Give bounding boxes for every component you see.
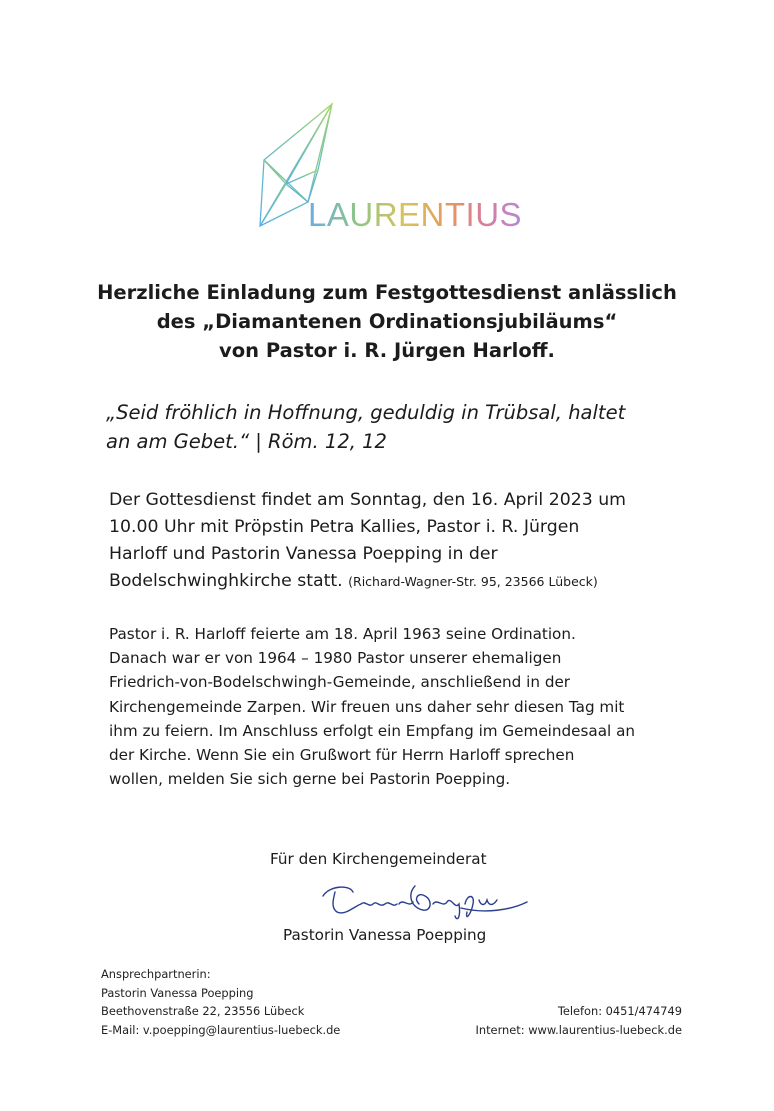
contact-block — [101, 965, 340, 1039]
paragraph-line: Kirchengemeinde Zarpen. Wir freuen uns daher sehr diesen Tag mit — [109, 697, 625, 716]
church-address: (Richard-Wagner-Str. 95, 23566 Lübeck) — [348, 574, 598, 589]
contact-name: Pastorin Vanessa Poepping — [101, 985, 254, 1000]
service-details-paragraph — [109, 487, 709, 595]
title-line: von Pastor i. R. Jürgen Harloff. — [219, 339, 555, 362]
title-line: Herzliche Einladung zum Festgottesdienst anlässlich — [97, 281, 677, 304]
paragraph-line: Friedrich-von-Bodelschwingh-Gemeinde, anschließend in der — [109, 673, 571, 692]
contact-right-block — [476, 1002, 682, 1039]
signatory-name: Pastorin Vanessa Poepping — [283, 926, 487, 944]
paragraph-line: 10.00 Uhr mit Pröpstin Petra Kallies, Pastor i. R. Jürgen — [109, 517, 580, 537]
contact-phone: Telefon: 0451/474749 — [557, 1004, 682, 1018]
logo-wordmark: LAURENTIUS — [308, 196, 523, 233]
title-line: des „Diamantenen Ordinationsjubiläums“ — [156, 310, 618, 333]
paragraph-line: der Kirche. Wenn Sie ein Grußwort für Herrn Harloff sprechen — [109, 746, 575, 765]
paragraph-text: Bodelschwinghkirche statt. — [109, 571, 343, 591]
paragraph-line: Danach war er von 1964 – 1980 Pastor unserer ehemaligen — [109, 649, 562, 668]
bible-verse — [106, 398, 686, 456]
paragraph-line: wollen, melden Sie sich gerne bei Pastorin Poepping. — [109, 770, 511, 789]
contact-email: E-Mail: v.poepping@laurentius-luebeck.de — [101, 1022, 341, 1037]
contact-web: Internet: www.laurentius-luebeck.de — [475, 1022, 682, 1037]
contact-heading: Ansprechpartnerin: — [101, 967, 211, 981]
paragraph-line: ihm zu feiern. Im Anschluss erfolgt ein Empfang im Gemeindesaal an — [109, 721, 636, 740]
handwritten-signature — [315, 878, 530, 926]
paragraph-line: Harloff und Pastorin Vanessa Poepping in der — [109, 544, 498, 564]
paragraph-line — [109, 568, 709, 595]
contact-street: Beethovenstraße 22, 23556 Lübeck — [101, 1004, 305, 1018]
invitation-title — [40, 278, 734, 365]
paragraph-line: Pastor i. R. Harloff feierte am 18. April 1963 seine Ordination. — [109, 625, 576, 643]
verse-line: „Seid fröhlich in Hoffnung, geduldig in Trübsal, haltet — [106, 401, 626, 424]
ordination-paragraph — [109, 622, 709, 791]
closing-greeting: Für den Kirchengemeinderat — [270, 850, 487, 868]
verse-line: an am Gebet.“ | Röm. 12, 12 — [106, 430, 387, 453]
paragraph-line: Der Gottesdienst findet am Sonntag, den 16. April 2023 um — [109, 490, 626, 510]
